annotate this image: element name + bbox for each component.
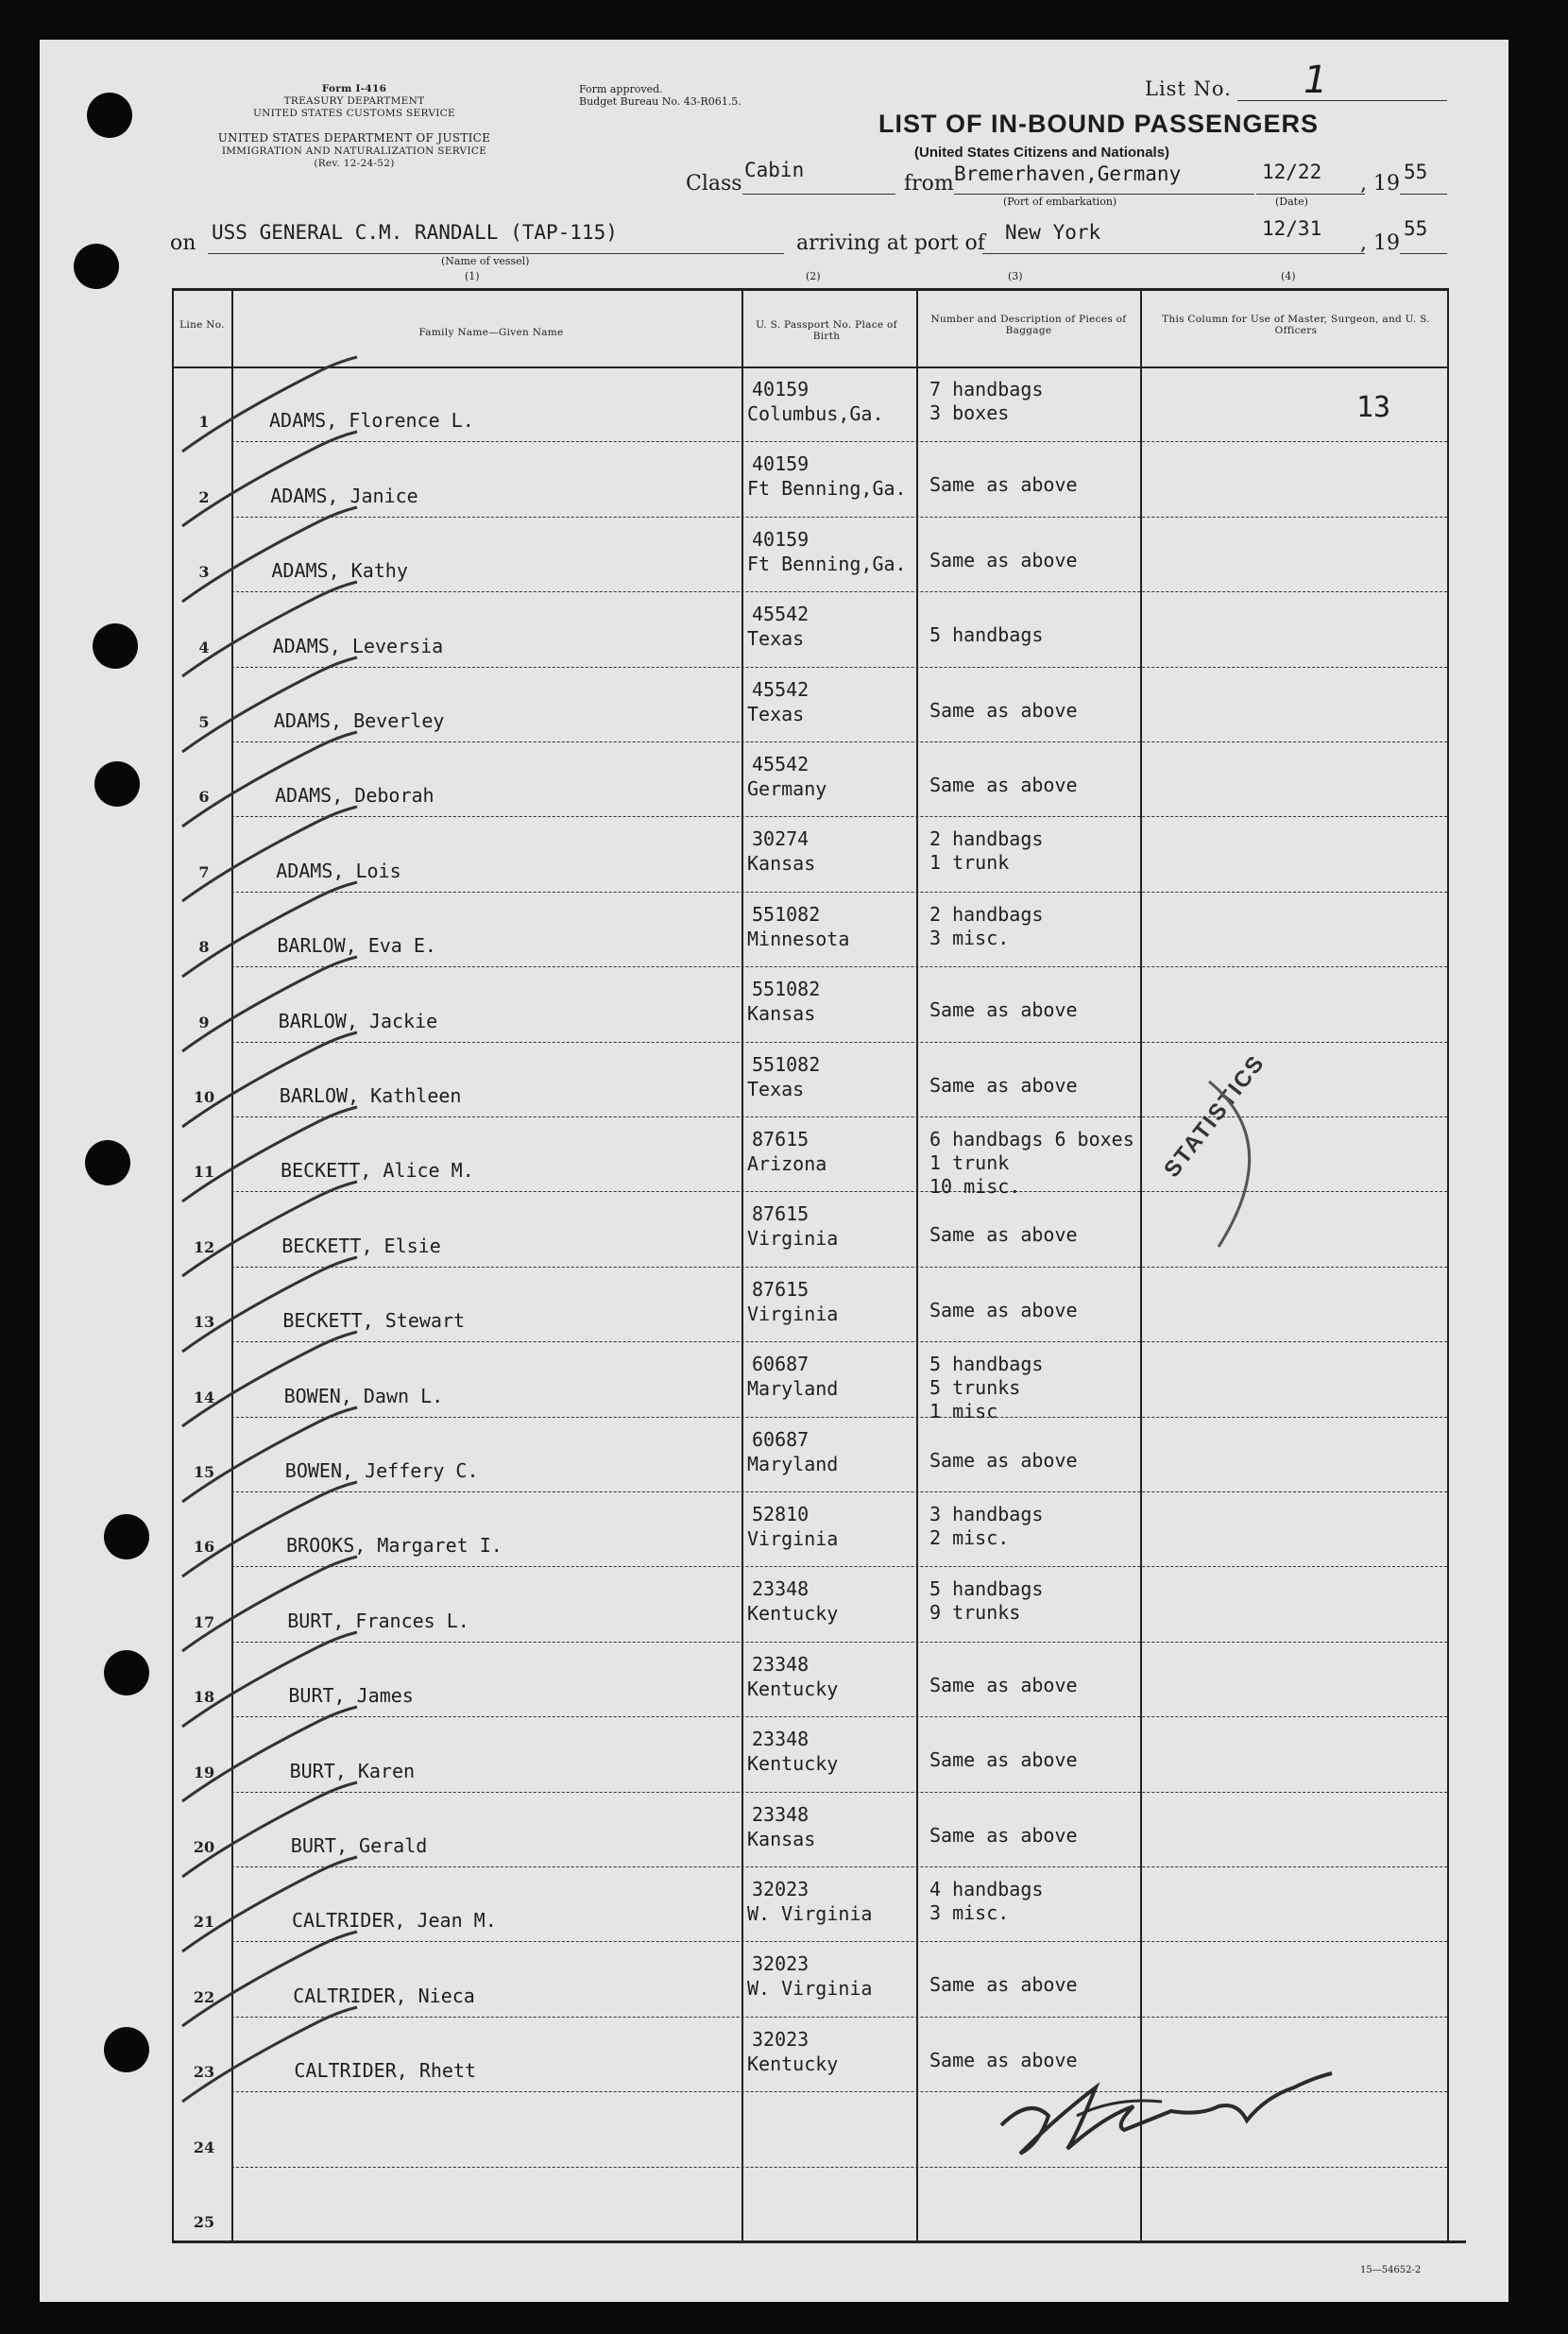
justice-label: UNITED STATES DEPARTMENT OF JUSTICE [217, 131, 491, 145]
place-of-birth: Texas [747, 702, 805, 725]
line-number: 15 [193, 1463, 215, 1481]
baggage-description: Same as above [929, 1748, 1078, 1772]
arriving-label: arriving at port of [796, 231, 985, 255]
baggage-description: 2 handbags 1 trunk [929, 827, 1044, 875]
line-number: 22 [193, 1987, 215, 2006]
passport-number: 87615 [752, 1128, 810, 1150]
baggage-description: 2 handbags 3 misc. [929, 902, 1044, 949]
passenger-name: BURT, Gerald [290, 1834, 428, 1857]
port-arrive-underline [982, 253, 1256, 254]
place-of-birth: Columbus,Ga. [747, 402, 884, 425]
caption-3: (3) [1008, 270, 1023, 282]
passenger-name: ADAMS, Deborah [275, 784, 435, 808]
baggage-description: Same as above [929, 1448, 1078, 1472]
col-divider-3 [916, 288, 918, 2240]
place-of-birth: Texas [747, 1077, 805, 1100]
col-header-line-no: Line No. [179, 319, 225, 331]
row-divider [231, 591, 1447, 592]
line-number: 16 [193, 1538, 215, 1557]
passenger-name: ADAMS, Lois [276, 859, 401, 882]
row-divider [231, 741, 1447, 742]
row-divider [231, 1042, 1447, 1043]
place-of-birth: Kentucky [747, 2052, 839, 2075]
passenger-name: ADAMS, Kathy [271, 559, 408, 583]
baggage-description: Same as above [929, 774, 1078, 796]
place-of-birth: Minnesota [747, 927, 850, 950]
row-divider [231, 441, 1447, 442]
passenger-name: ADAMS, Leversia [272, 634, 444, 657]
passenger-name: CALTRIDER, Jean M. [292, 1909, 497, 1933]
col-divider-4 [1140, 288, 1142, 2240]
customs-label: UNITED STATES CUSTOMS SERVICE [253, 108, 455, 119]
baggage-description: Same as above [929, 1298, 1078, 1321]
passenger-name: BECKETT, Alice M. [281, 1159, 474, 1183]
place-of-birth: Kentucky [747, 1752, 839, 1776]
line-number: 13 [193, 1313, 215, 1332]
row-divider [231, 1716, 1447, 1717]
passenger-name: BOWEN, Jeffery C. [284, 1459, 479, 1482]
passport-number: 551082 [752, 1052, 821, 1076]
officer-signature [982, 2059, 1341, 2163]
passport-number: 52810 [752, 1503, 810, 1525]
row-divider [231, 1566, 1447, 1567]
caption-1: (1) [465, 270, 480, 282]
year-arr-value: 55 [1404, 217, 1428, 240]
row-divider [231, 1341, 1447, 1342]
passenger-name: BURT, Frances L. [287, 1609, 469, 1632]
page-subtitle: (United States Citizens and Nationals) [914, 145, 1170, 161]
table-right-border [1447, 288, 1449, 2240]
passport-number: 23348 [752, 1802, 810, 1826]
line-number: 23 [193, 2063, 215, 2082]
year-arr-underline [1400, 253, 1447, 254]
passenger-name: BARLOW, Jackie [278, 1009, 438, 1032]
baggage-description: Same as above [929, 1673, 1078, 1696]
place-of-birth: W. Virginia [747, 1977, 873, 2001]
date-arr-underline [1256, 253, 1365, 254]
baggage-description: Same as above [929, 698, 1078, 722]
passport-number: 45542 [752, 677, 810, 701]
place-of-birth: Virginia [747, 1302, 839, 1325]
passport-number: 23348 [752, 1728, 810, 1751]
passenger-name: BOWEN, Dawn L. [283, 1384, 444, 1407]
date-dep-underline [1256, 194, 1365, 195]
place-of-birth: Maryland [747, 1377, 839, 1401]
row-divider [231, 1941, 1447, 1942]
col-header-officers: This Column for Use of Master, Surgeon, and U. S. Officers [1162, 314, 1430, 336]
port-arrive-value: New York [1005, 221, 1101, 244]
place-of-birth: Texas [747, 627, 805, 651]
year-prefix-arr: , 19 [1360, 231, 1400, 255]
passport-number: 32023 [752, 1952, 810, 1976]
date-arr-value: 12/31 [1262, 217, 1322, 240]
baggage-description: Same as above [929, 548, 1078, 571]
line-number: 3 [198, 563, 210, 582]
list-no-label: List No. [1145, 77, 1232, 100]
punch-hole [85, 1140, 130, 1185]
line-number: 18 [193, 1688, 215, 1707]
line-number: 7 [198, 862, 210, 881]
year-dep-underline [1400, 194, 1447, 195]
place-of-birth: Virginia [747, 1227, 839, 1251]
row-divider [231, 2167, 1447, 2168]
line-number: 5 [198, 713, 210, 731]
row-divider [231, 816, 1447, 817]
baggage-description: Same as above [929, 1073, 1078, 1097]
year-prefix: , 19 [1360, 172, 1400, 196]
line-number: 14 [193, 1388, 215, 1406]
treasury-label: TREASURY DEPARTMENT [283, 95, 425, 107]
place-of-birth: W. Virginia [747, 1902, 873, 1925]
line-number: 1 [198, 413, 210, 432]
passenger-name: BURT, James [288, 1684, 414, 1708]
row-divider [231, 966, 1447, 967]
port-embark-underline [954, 194, 1254, 195]
passport-number: 23348 [752, 1577, 810, 1601]
col-header-name: Family Name—Given Name [418, 327, 564, 338]
passport-number: 60687 [752, 1427, 810, 1451]
on-label: on [170, 231, 196, 255]
passenger-name: CALTRIDER, Rhett [294, 2059, 477, 2083]
table-bottom-border [172, 2240, 1466, 2243]
col-header-baggage: Number and Description of Pieces of Baggage [930, 314, 1127, 336]
place-of-birth: Maryland [747, 1452, 839, 1475]
table-left-border [172, 288, 174, 2240]
row-divider [231, 667, 1447, 668]
officers-note: 13 [1356, 391, 1391, 424]
baggage-description: 3 handbags 2 misc. [929, 1503, 1044, 1549]
passenger-name: BECKETT, Stewart [282, 1309, 466, 1333]
place-of-birth: Ft Benning,Ga. [747, 552, 907, 575]
budget-bureau: Budget Bureau No. 43-R061.5. [579, 95, 741, 108]
passport-number: 40159 [752, 378, 810, 400]
baggage-description: 5 handbags 5 trunks 1 misc [929, 1353, 1044, 1423]
line-number: 10 [193, 1088, 215, 1106]
punch-hole [74, 244, 119, 289]
passport-number: 45542 [752, 753, 810, 775]
line-number: 11 [193, 1163, 215, 1182]
punch-hole [104, 1514, 149, 1559]
passport-number: 32023 [752, 2027, 810, 2051]
punch-hole [94, 761, 140, 807]
line-number: 19 [193, 1763, 215, 1781]
passenger-name: BROOKS, Margaret I. [286, 1534, 503, 1558]
footer-code: 15—54652-2 [1360, 2265, 1422, 2275]
place-of-birth: Kentucky [747, 1602, 839, 1626]
baggage-description: 5 handbags 9 trunks [929, 1577, 1044, 1625]
row-divider [231, 1491, 1447, 1492]
passenger-name: BECKETT, Elsie [281, 1234, 441, 1257]
date-dep-value: 12/22 [1262, 161, 1322, 183]
line-number: 2 [198, 487, 210, 506]
baggage-description: Same as above [929, 1223, 1078, 1247]
passenger-name: BARLOW, Eva E. [277, 934, 436, 958]
vessel-value: USS GENERAL C.M. RANDALL (TAP-115) [212, 221, 618, 244]
passenger-name: ADAMS, Florence L. [269, 409, 474, 433]
year-dep-value: 55 [1404, 161, 1428, 183]
line-number: 9 [198, 1013, 210, 1031]
row-divider [231, 1866, 1447, 1867]
line-number: 8 [198, 938, 210, 957]
baggage-description: 6 handbags 6 boxes 1 trunk 10 misc. [929, 1128, 1134, 1198]
passport-number: 551082 [752, 902, 821, 926]
passport-number: 23348 [752, 1652, 810, 1676]
port-embark-value: Bremerhaven,Germany [954, 162, 1182, 185]
baggage-description: 5 handbags [929, 623, 1044, 647]
port-embark-caption: (Port of embarkation) [1003, 196, 1117, 208]
passport-number: 30274 [752, 827, 810, 851]
passport-number: 40159 [752, 527, 810, 551]
baggage-description: 7 handbags 3 boxes [929, 378, 1044, 424]
passenger-name: BARLOW, Kathleen [279, 1084, 462, 1107]
row-divider [231, 1792, 1447, 1793]
place-of-birth: Ft Benning,Ga. [747, 477, 907, 501]
place-of-birth: Kansas [747, 852, 816, 876]
line-number: 17 [193, 1612, 215, 1631]
baggage-description: Same as above [929, 2048, 1078, 2071]
punch-hole [104, 1650, 149, 1695]
passport-number: 87615 [752, 1277, 810, 1301]
line-number: 25 [193, 2213, 215, 2231]
form-number: Form I-416 [321, 83, 387, 94]
statistics-stamp: STATISTICS [1159, 1049, 1270, 1183]
place-of-birth: Kansas [747, 1002, 816, 1026]
place-of-birth: Kentucky [747, 1677, 839, 1700]
class-label: Class [686, 172, 742, 196]
vessel-underline [208, 253, 784, 254]
row-divider [231, 517, 1447, 518]
baggage-description: 4 handbags 3 misc. [929, 1878, 1044, 1924]
revision-label: (Rev. 12-24-52) [314, 158, 395, 169]
punch-hole [93, 623, 138, 669]
line-number: 4 [198, 638, 210, 656]
passport-number: 32023 [752, 1878, 810, 1900]
col-divider-2 [741, 288, 743, 2240]
row-divider [231, 1417, 1447, 1418]
col-header-passport: U. S. Passport No. Place of Birth [756, 319, 897, 342]
passport-number: 87615 [752, 1202, 810, 1226]
list-no-value: 1 [1304, 59, 1328, 102]
row-divider [231, 892, 1447, 893]
punch-hole [87, 93, 132, 138]
row-divider [231, 2017, 1447, 2018]
passport-number: 60687 [752, 1353, 810, 1376]
baggage-description: Same as above [929, 473, 1078, 497]
baggage-description: Same as above [929, 1823, 1078, 1847]
check-mark [178, 1998, 366, 2111]
line-number: 20 [193, 1838, 215, 1856]
list-no-underline [1237, 100, 1447, 101]
line-number: 21 [193, 1913, 215, 1932]
place-of-birth: Arizona [747, 1152, 827, 1175]
line-number: 12 [193, 1237, 215, 1256]
caption-2: (2) [806, 270, 821, 282]
passenger-name: BURT, Karen [289, 1759, 416, 1782]
place-of-birth: Kansas [747, 1827, 816, 1850]
form-approved: Form approved. [579, 83, 663, 95]
class-underline [742, 194, 895, 195]
passport-number: 551082 [752, 978, 821, 1001]
passenger-name: ADAMS, Beverley [273, 709, 445, 732]
baggage-description: Same as above [929, 998, 1078, 1022]
from-label: from [904, 172, 954, 196]
passport-number: 45542 [752, 603, 810, 626]
vessel-caption: (Name of vessel) [441, 255, 530, 267]
baggage-description: Same as above [929, 1973, 1078, 1997]
place-of-birth: Germany [747, 777, 827, 800]
row-divider [231, 1267, 1447, 1268]
punch-hole [104, 2027, 149, 2072]
row-divider [231, 1642, 1447, 1643]
line-number: 6 [198, 788, 210, 807]
stamp-ring [1152, 1067, 1275, 1256]
date-dep-caption: (Date) [1275, 196, 1308, 208]
passport-number: 40159 [752, 452, 810, 476]
caption-4: (4) [1281, 270, 1296, 282]
page-title: LIST OF IN-BOUND PASSENGERS [878, 110, 1320, 138]
table-top-border [172, 288, 1447, 291]
class-value: Cabin [744, 159, 805, 181]
place-of-birth: Virginia [747, 1527, 839, 1550]
passenger-name: ADAMS, Janice [270, 484, 418, 507]
ins-label: IMMIGRATION AND NATURALIZATION SERVICE [221, 145, 487, 157]
line-number: 24 [193, 2138, 215, 2156]
passenger-name: CALTRIDER, Nieca [293, 1984, 475, 2007]
